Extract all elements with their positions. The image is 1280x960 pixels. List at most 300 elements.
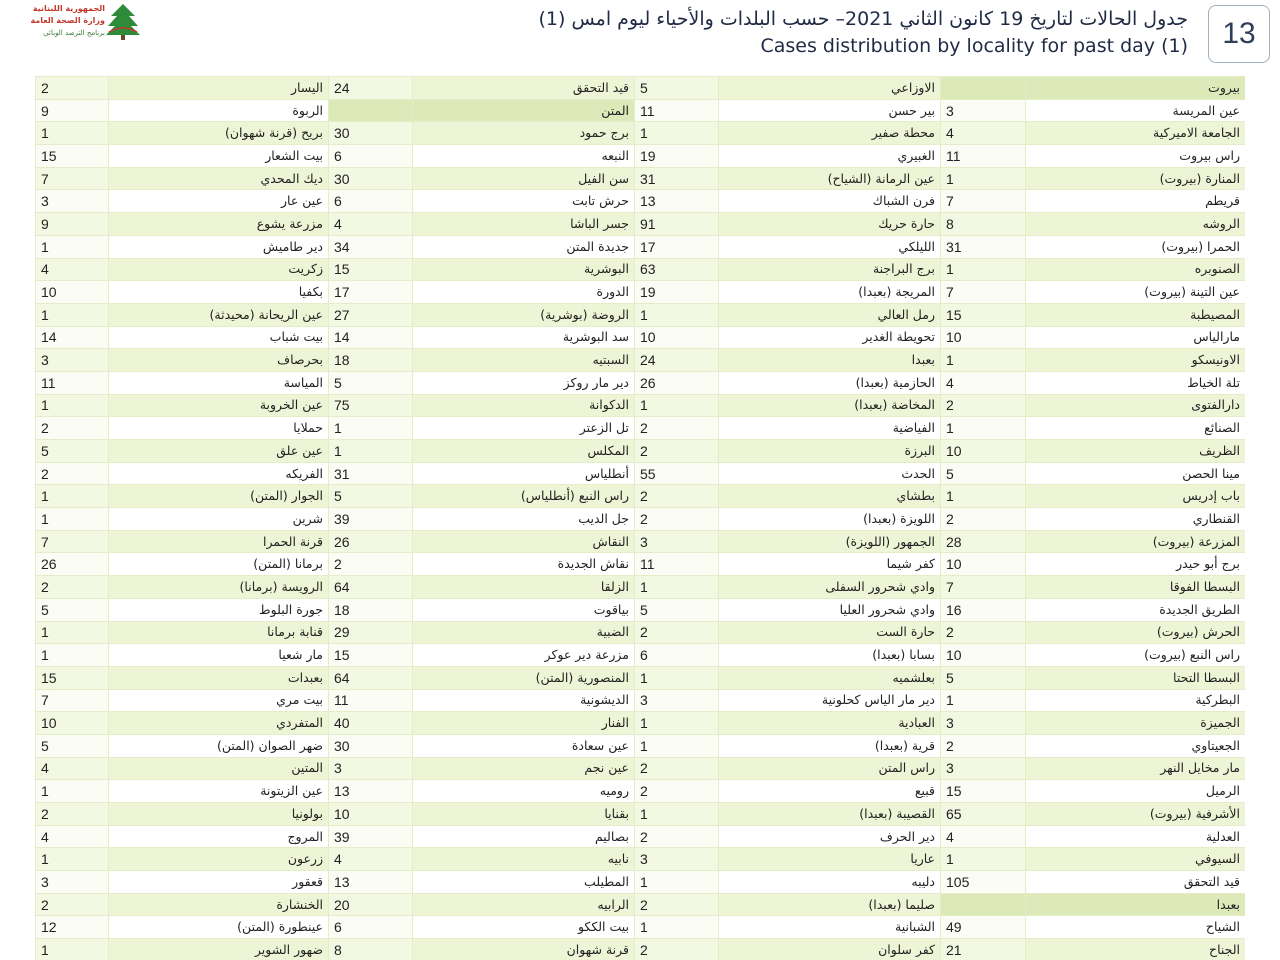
case-count: 13 xyxy=(635,190,719,213)
case-count: 14 xyxy=(36,326,109,349)
case-count: 11 xyxy=(329,689,413,712)
locality-name: اللويزة (بعبدا) xyxy=(719,508,941,531)
case-count: 13 xyxy=(329,780,413,803)
locality-name: النبعه xyxy=(413,145,635,168)
locality-name: عين الريحانة (محيدثة) xyxy=(109,303,329,326)
locality-name: بياقوت xyxy=(413,598,635,621)
case-count: 2 xyxy=(941,734,1026,757)
case-count: 1 xyxy=(36,621,109,644)
locality-name: الاوزاعي xyxy=(719,77,941,100)
case-count: 1 xyxy=(941,848,1026,871)
case-count: 11 xyxy=(635,99,719,122)
locality-name: الفنار xyxy=(413,712,635,735)
case-count: 2 xyxy=(635,440,719,463)
table-row xyxy=(36,734,1246,757)
table-row xyxy=(36,780,1246,803)
locality-name: راس بيروت xyxy=(1026,145,1246,168)
case-count: 3 xyxy=(36,871,109,894)
locality-name: عين سعادة xyxy=(413,734,635,757)
locality-name: ديك المحدي xyxy=(109,167,329,190)
locality-name: الجوار (المتن) xyxy=(109,485,329,508)
case-count: 11 xyxy=(941,145,1026,168)
case-count: 24 xyxy=(635,349,719,372)
case-count: 10 xyxy=(941,553,1026,576)
case-count: 2 xyxy=(635,825,719,848)
locality-name: الرابيه xyxy=(413,893,635,916)
case-count: 31 xyxy=(329,462,413,485)
locality-name: سن الفيل xyxy=(413,167,635,190)
table-row xyxy=(36,508,1246,531)
locality-name: الجامعة الاميركية xyxy=(1026,122,1246,145)
locality-name: المروج xyxy=(109,825,329,848)
case-count: 6 xyxy=(329,145,413,168)
locality-name: جسر الباشا xyxy=(413,213,635,236)
case-count: 1 xyxy=(36,235,109,258)
case-count: 6 xyxy=(329,190,413,213)
table-row xyxy=(36,757,1246,780)
locality-name: البوشرية xyxy=(413,258,635,281)
locality-name: الجميزة xyxy=(1026,712,1246,735)
case-count: 17 xyxy=(635,235,719,258)
table-row xyxy=(36,848,1246,871)
locality-name: زكريت xyxy=(109,258,329,281)
locality-name: عين الرمانة (الشياح) xyxy=(719,167,941,190)
locality-name: بير حسن xyxy=(719,99,941,122)
table-row xyxy=(36,122,1246,145)
case-count: 3 xyxy=(635,848,719,871)
table-row xyxy=(36,281,1246,304)
case-count: 2 xyxy=(329,553,413,576)
locality-name: الحازمية (بعبدا) xyxy=(719,371,941,394)
case-count: 1 xyxy=(36,780,109,803)
case-count: 1 xyxy=(635,734,719,757)
locality-name: حارة حريك xyxy=(719,213,941,236)
case-count: 10 xyxy=(36,281,109,304)
district-heading: بيروت xyxy=(1026,77,1246,100)
case-count: 2 xyxy=(635,780,719,803)
case-count: 7 xyxy=(941,190,1026,213)
logo-line-3: برنامج الترصد الوبائي xyxy=(43,29,105,37)
case-count: 8 xyxy=(941,213,1026,236)
case-count: 15 xyxy=(36,666,109,689)
locality-name: الليلكي xyxy=(719,235,941,258)
table-row xyxy=(36,803,1246,826)
title-arabic: جدول الحالات لتاريخ 19 كانون الثاني 2021– حسب البلدات والأحياء ليوم امس (1) xyxy=(538,8,1188,30)
locality-name: تحويطة الغدير xyxy=(719,326,941,349)
table-row xyxy=(36,371,1246,394)
locality-name: عين نجم xyxy=(413,757,635,780)
locality-name: مزرعة يشوع xyxy=(109,213,329,236)
case-count: 7 xyxy=(941,576,1026,599)
case-count: 3 xyxy=(36,349,109,372)
locality-name: نابيه xyxy=(413,848,635,871)
case-count: 2 xyxy=(36,803,109,826)
locality-name: عين المريسة xyxy=(1026,99,1246,122)
locality-name: البرزة xyxy=(719,440,941,463)
logo-line-1: الجمهورية اللبنانية xyxy=(32,4,105,13)
case-count: 39 xyxy=(329,508,413,531)
locality-name: بقنايا xyxy=(413,803,635,826)
page-number: 13 xyxy=(1222,17,1256,50)
locality-name: عينطورة (المتن) xyxy=(109,916,329,939)
logo-line-2: وزارة الصحة العامة xyxy=(30,16,105,25)
case-count: 2 xyxy=(635,508,719,531)
case-count: 9 xyxy=(36,213,109,236)
district-heading: بعبدا xyxy=(1026,893,1246,916)
case-count: 13 xyxy=(329,871,413,894)
locality-name: بولونيا xyxy=(109,803,329,826)
table-row xyxy=(36,440,1246,463)
locality-name: العبادية xyxy=(719,712,941,735)
case-count: 91 xyxy=(635,213,719,236)
locality-name: شرين xyxy=(109,508,329,531)
locality-name: الروشه xyxy=(1026,213,1246,236)
locality-name: الشياح xyxy=(1026,916,1246,939)
case-count: 1 xyxy=(635,712,719,735)
case-count: 3 xyxy=(36,190,109,213)
case-count: 18 xyxy=(329,349,413,372)
locality-name: بصاليم xyxy=(413,825,635,848)
locality-name: النقاش xyxy=(413,530,635,553)
locality-name: قنابة برمانا xyxy=(109,621,329,644)
ministry-logo xyxy=(8,2,143,42)
locality-name: صليما (بعبدا) xyxy=(719,893,941,916)
case-count: 10 xyxy=(941,326,1026,349)
locality-name: الديشونية xyxy=(413,689,635,712)
locality-name: دير مار روكز xyxy=(413,371,635,394)
table-row xyxy=(36,644,1246,667)
locality-name: دير طاميش xyxy=(109,235,329,258)
case-count: 15 xyxy=(941,780,1026,803)
locality-name: محطة صفير xyxy=(719,122,941,145)
case-count: 21 xyxy=(941,939,1026,960)
case-count: 11 xyxy=(635,553,719,576)
case-count: 1 xyxy=(329,417,413,440)
case-count: 2 xyxy=(635,417,719,440)
locality-name: الدكوانة xyxy=(413,394,635,417)
locality-name: فرن الشباك xyxy=(719,190,941,213)
case-count: 4 xyxy=(329,848,413,871)
locality-name: المياسة xyxy=(109,371,329,394)
locality-name: المنصورية (المتن) xyxy=(413,666,635,689)
locality-name: الفريكه xyxy=(109,462,329,485)
case-count: 26 xyxy=(36,553,109,576)
case-count: 63 xyxy=(635,258,719,281)
case-count: 2 xyxy=(635,757,719,780)
cases-table-container xyxy=(35,76,1245,960)
locality-name: جديدة المتن xyxy=(413,235,635,258)
case-count: 1 xyxy=(36,303,109,326)
case-count: 5 xyxy=(635,598,719,621)
locality-name: راس المتن xyxy=(719,757,941,780)
case-count: 11 xyxy=(36,371,109,394)
locality-name: عاريا xyxy=(719,848,941,871)
page-header xyxy=(0,0,1280,72)
cedar-icon xyxy=(105,2,141,40)
case-count: 4 xyxy=(941,371,1026,394)
case-count: 4 xyxy=(941,122,1026,145)
case-count: 1 xyxy=(635,394,719,417)
case-count: 3 xyxy=(941,712,1026,735)
case-count: 1 xyxy=(36,394,109,417)
case-count: 1 xyxy=(329,440,413,463)
case-count: 5 xyxy=(635,77,719,100)
case-count: 1 xyxy=(36,122,109,145)
case-count: 3 xyxy=(635,689,719,712)
case-count: 105 xyxy=(941,871,1026,894)
locality-name: كفر سلوان xyxy=(719,939,941,960)
case-count: 1 xyxy=(635,803,719,826)
case-count: 2 xyxy=(941,621,1026,644)
locality-name: قرنة شهوان xyxy=(413,939,635,960)
locality-name: أنطلياس xyxy=(413,462,635,485)
locality-name: عين عار xyxy=(109,190,329,213)
case-count: 2 xyxy=(36,893,109,916)
locality-name: بكفيا xyxy=(109,281,329,304)
locality-name: البسطا الفوقا xyxy=(1026,576,1246,599)
table-row xyxy=(36,939,1246,960)
case-count: 4 xyxy=(329,213,413,236)
case-count: 1 xyxy=(941,167,1026,190)
locality-name: مينا الحصن xyxy=(1026,462,1246,485)
case-count xyxy=(941,77,1026,100)
case-count: 1 xyxy=(36,644,109,667)
locality-name: البسطا التحتا xyxy=(1026,666,1246,689)
table-row xyxy=(36,213,1246,236)
locality-name: مزرعة دير عوكر xyxy=(413,644,635,667)
case-count: 1 xyxy=(941,689,1026,712)
table-row xyxy=(36,576,1246,599)
case-count: 1 xyxy=(941,485,1026,508)
case-count: 5 xyxy=(329,371,413,394)
table-row xyxy=(36,666,1246,689)
case-count: 15 xyxy=(329,644,413,667)
locality-name: بريح (قرنة شهوان) xyxy=(109,122,329,145)
table-row xyxy=(36,871,1246,894)
case-count: 19 xyxy=(635,281,719,304)
case-count: 7 xyxy=(36,167,109,190)
locality-name: بيت مري xyxy=(109,689,329,712)
locality-name: الحمرا (بيروت) xyxy=(1026,235,1246,258)
case-count: 4 xyxy=(36,825,109,848)
locality-name: الصنوبره xyxy=(1026,258,1246,281)
case-count: 30 xyxy=(329,167,413,190)
case-count: 10 xyxy=(941,440,1026,463)
locality-name: الدورة xyxy=(413,281,635,304)
case-count: 31 xyxy=(635,167,719,190)
case-count: 8 xyxy=(329,939,413,960)
locality-name: الاونيسكو xyxy=(1026,349,1246,372)
table-row xyxy=(36,689,1246,712)
locality-name: باب إدريس xyxy=(1026,485,1246,508)
case-count: 28 xyxy=(941,530,1026,553)
locality-name: المصيطبة xyxy=(1026,303,1246,326)
locality-name: البطركية xyxy=(1026,689,1246,712)
case-count: 2 xyxy=(635,485,719,508)
case-count: 64 xyxy=(329,666,413,689)
table-row xyxy=(36,916,1246,939)
table-row xyxy=(36,235,1246,258)
locality-name: السبتيه xyxy=(413,349,635,372)
locality-name: برج حمود xyxy=(413,122,635,145)
case-count: 2 xyxy=(635,621,719,644)
case-count: 16 xyxy=(941,598,1026,621)
locality-name: المزرعة (بيروت) xyxy=(1026,530,1246,553)
locality-name: رمل العالي xyxy=(719,303,941,326)
page-number-badge xyxy=(1208,5,1270,63)
case-count: 5 xyxy=(941,666,1026,689)
case-count: 1 xyxy=(36,939,109,960)
case-count: 7 xyxy=(36,689,109,712)
case-count: 10 xyxy=(635,326,719,349)
locality-name: الجعيتاوي xyxy=(1026,734,1246,757)
case-count: 7 xyxy=(941,281,1026,304)
locality-name: تل الزعتر xyxy=(413,417,635,440)
locality-name: الحدث xyxy=(719,462,941,485)
locality-name: برمانا (المتن) xyxy=(109,553,329,576)
case-count: 64 xyxy=(329,576,413,599)
locality-name: الجمهور (اللويزة) xyxy=(719,530,941,553)
locality-name: كفر شيما xyxy=(719,553,941,576)
locality-name: ضهر الصوان (المتن) xyxy=(109,734,329,757)
case-count: 3 xyxy=(941,99,1026,122)
case-count: 1 xyxy=(635,666,719,689)
locality-name: عين الخروبة xyxy=(109,394,329,417)
case-count: 2 xyxy=(941,394,1026,417)
case-count: 2 xyxy=(635,893,719,916)
case-count: 2 xyxy=(36,77,109,100)
locality-name: روميه xyxy=(413,780,635,803)
locality-name: الرويسة (برمانا) xyxy=(109,576,329,599)
case-count: 5 xyxy=(36,440,109,463)
table-row xyxy=(36,190,1246,213)
title-english: Cases distribution by locality for past day (1) xyxy=(760,35,1188,57)
locality-name: وادي شحرور السفلى xyxy=(719,576,941,599)
locality-name: السيوفي xyxy=(1026,848,1246,871)
locality-name: الزلقا xyxy=(413,576,635,599)
locality-name: الضبية xyxy=(413,621,635,644)
case-count xyxy=(941,893,1026,916)
case-count: 3 xyxy=(635,530,719,553)
case-count: 7 xyxy=(36,530,109,553)
locality-name: الروضة (بوشرية) xyxy=(413,303,635,326)
locality-name: دارالفتوى xyxy=(1026,394,1246,417)
table-row xyxy=(36,485,1246,508)
locality-name: دير مار الياس كحلونية xyxy=(719,689,941,712)
case-count: 26 xyxy=(329,530,413,553)
locality-name: قرنة الحمرا xyxy=(109,530,329,553)
table-row xyxy=(36,825,1246,848)
case-count: 5 xyxy=(36,598,109,621)
case-count: 5 xyxy=(329,485,413,508)
case-count: 30 xyxy=(329,122,413,145)
case-count: 4 xyxy=(941,825,1026,848)
locality-name: برج البراجنة xyxy=(719,258,941,281)
locality-name: سد البوشرية xyxy=(413,326,635,349)
locality-name: العدلية xyxy=(1026,825,1246,848)
table-row xyxy=(36,77,1246,100)
table-row xyxy=(36,712,1246,735)
locality-name: الرميل xyxy=(1026,780,1246,803)
locality-name: عين الزيتونة xyxy=(109,780,329,803)
locality-name: الظريف xyxy=(1026,440,1246,463)
table-row xyxy=(36,258,1246,281)
case-count: 15 xyxy=(36,145,109,168)
cases-table xyxy=(35,76,1245,960)
table-row xyxy=(36,417,1246,440)
case-count: 9 xyxy=(36,99,109,122)
case-count: 1 xyxy=(635,303,719,326)
case-count: 1 xyxy=(941,349,1026,372)
case-count: 1 xyxy=(941,417,1026,440)
locality-name: الجناح xyxy=(1026,939,1246,960)
case-count: 2 xyxy=(36,417,109,440)
case-count: 6 xyxy=(635,644,719,667)
locality-name: برج أبو حيدر xyxy=(1026,553,1246,576)
locality-name: عين علق xyxy=(109,440,329,463)
case-count: 1 xyxy=(635,576,719,599)
locality-name: بعبدا xyxy=(719,349,941,372)
case-count: 20 xyxy=(329,893,413,916)
locality-name: المتفردي xyxy=(109,712,329,735)
locality-name: بعلشميه xyxy=(719,666,941,689)
case-count: 65 xyxy=(941,803,1026,826)
locality-name: بطشاي xyxy=(719,485,941,508)
locality-name: المطيلب xyxy=(413,871,635,894)
locality-name: القنطاري xyxy=(1026,508,1246,531)
locality-name: المنارة (بيروت) xyxy=(1026,167,1246,190)
case-count: 55 xyxy=(635,462,719,485)
case-count: 10 xyxy=(941,644,1026,667)
locality-name: اليسار xyxy=(109,77,329,100)
locality-name: الحرش (بيروت) xyxy=(1026,621,1246,644)
locality-name: الربوة xyxy=(109,99,329,122)
case-count: 4 xyxy=(36,258,109,281)
locality-name: حارة الست xyxy=(719,621,941,644)
case-count: 39 xyxy=(329,825,413,848)
locality-name: الفياضية xyxy=(719,417,941,440)
locality-name: وادي شحرور العليا xyxy=(719,598,941,621)
case-count: 49 xyxy=(941,916,1026,939)
case-count: 6 xyxy=(329,916,413,939)
case-count: 2 xyxy=(36,462,109,485)
locality-name: المكلس xyxy=(413,440,635,463)
case-count: 31 xyxy=(941,235,1026,258)
locality-name: القصيبة (بعبدا) xyxy=(719,803,941,826)
locality-name: زرعون xyxy=(109,848,329,871)
locality-name: بحرصاف xyxy=(109,349,329,372)
table-row xyxy=(36,553,1246,576)
locality-name: بيت الككو xyxy=(413,916,635,939)
locality-name: جل الديب xyxy=(413,508,635,531)
case-count: 17 xyxy=(329,281,413,304)
case-count: 15 xyxy=(329,258,413,281)
case-count: 26 xyxy=(635,371,719,394)
case-count: 18 xyxy=(329,598,413,621)
case-count: 24 xyxy=(329,77,413,100)
locality-name: راس النبع (أنطلياس) xyxy=(413,485,635,508)
locality-name: الأشرفية (بيروت) xyxy=(1026,803,1246,826)
case-count: 27 xyxy=(329,303,413,326)
case-count: 1 xyxy=(36,508,109,531)
locality-name: المتين xyxy=(109,757,329,780)
locality-name: الطريق الجديدة xyxy=(1026,598,1246,621)
case-count xyxy=(329,99,413,122)
locality-name: الشبانية xyxy=(719,916,941,939)
case-count: 1 xyxy=(36,485,109,508)
locality-name: جورة البلوط xyxy=(109,598,329,621)
locality-name: نقاش الجديدة xyxy=(413,553,635,576)
